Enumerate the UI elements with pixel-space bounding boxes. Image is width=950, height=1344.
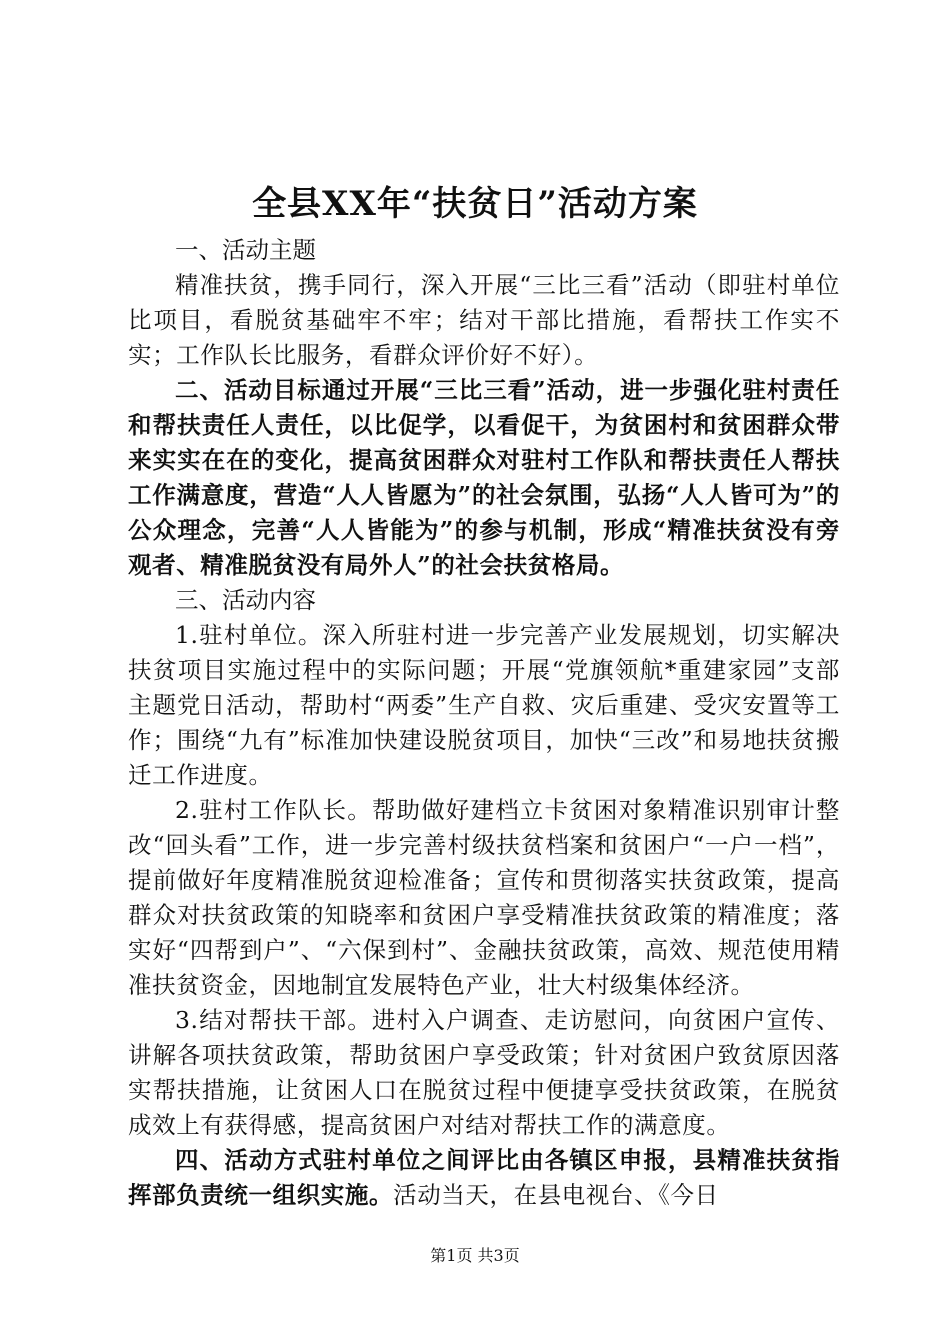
item-3-paragraph: 3.结对帮扶干部。进村入户调查、走访慰问，向贫困户宣传、讲解各项扶贫政策，帮助贫困户享受政策；针对贫困户致贫原因落实帮扶措施，让贫困人口在脱贫过程中便捷享受扶贫政策，在脱贫成效上有获得感，提高贫困户对结对帮扶工作的满意度。 (128, 1006, 840, 1139)
section-3-heading: 三、活动内容 (175, 586, 316, 614)
item-1-paragraph: 1.驻村单位。深入所驻村进一步完善产业发展规划，切实解决扶贫项目实施过程中的实际问题；开展“党旗领航*重建家园”支部主题党日活动，帮助村“两委”生产自救、灾后重建、受灾安置等工作；围绕“九有”标准加快建设脱贫项目，加快“三改”和易地扶贫搬迁工作进度。 (128, 621, 840, 789)
section-1-paragraph: 精准扶贫，携手同行，深入开展“三比三看”活动（即驻村单位比项目，看脱贫基础牢不牢；结对干部比措施，看帮扶工作实不实；工作队长比服务，看群众评价好不好）。 (128, 271, 840, 369)
document-title: 全县XX年“扶贫日”活动方案 (252, 184, 698, 224)
document-body (128, 233, 840, 1213)
item-2-paragraph: 2.驻村工作队长。帮助做好建档立卡贫困对象精准识别审计整改“回头看”工作，进一步完善村级扶贫档案和贫困户“一户一档”，提前做好年度精准脱贫迎检准备；宣传和贯彻落实扶贫政策，提高群众对扶贫政策的知晓率和贫困户享受精准扶贫政策的精准度；落实好“四帮到户”、“六保到村”、金融扶贫政策，高效、规范使用精准扶贫资金，因地制宜发展特色产业，壮大村级集体经济。 (128, 796, 840, 999)
page-footer: 第1页 共3页 (430, 1246, 520, 1265)
section-4-text: 活动当天，在县电视台、《今日 (393, 1181, 719, 1209)
section-4-bold-lead: 四、活动方式驻村单位之间评比由各镇区申报，县精准扶贫指挥部负责统一组织实施。 (128, 1146, 840, 1209)
section-2-paragraph: 二、活动目标通过开展“三比三看”活动，进一步强化驻村责任和帮扶责任人责任，以比促学，以看促干，为贫困村和贫困群众带来实实在在的变化，提高贫困群众对驻村工作队和帮扶责任人帮扶工作满意度，营造“人人皆愿为”的社会氛围，弘扬“人人皆可为”的公众理念，完善“人人皆能为”的参与机制，形成“精准扶贫没有旁观者、精准脱贫没有局外人”的社会扶贫格局。 (128, 376, 840, 579)
section-1-heading: 一、活动主题 (175, 236, 316, 264)
section-4-paragraph (128, 1143, 840, 1213)
